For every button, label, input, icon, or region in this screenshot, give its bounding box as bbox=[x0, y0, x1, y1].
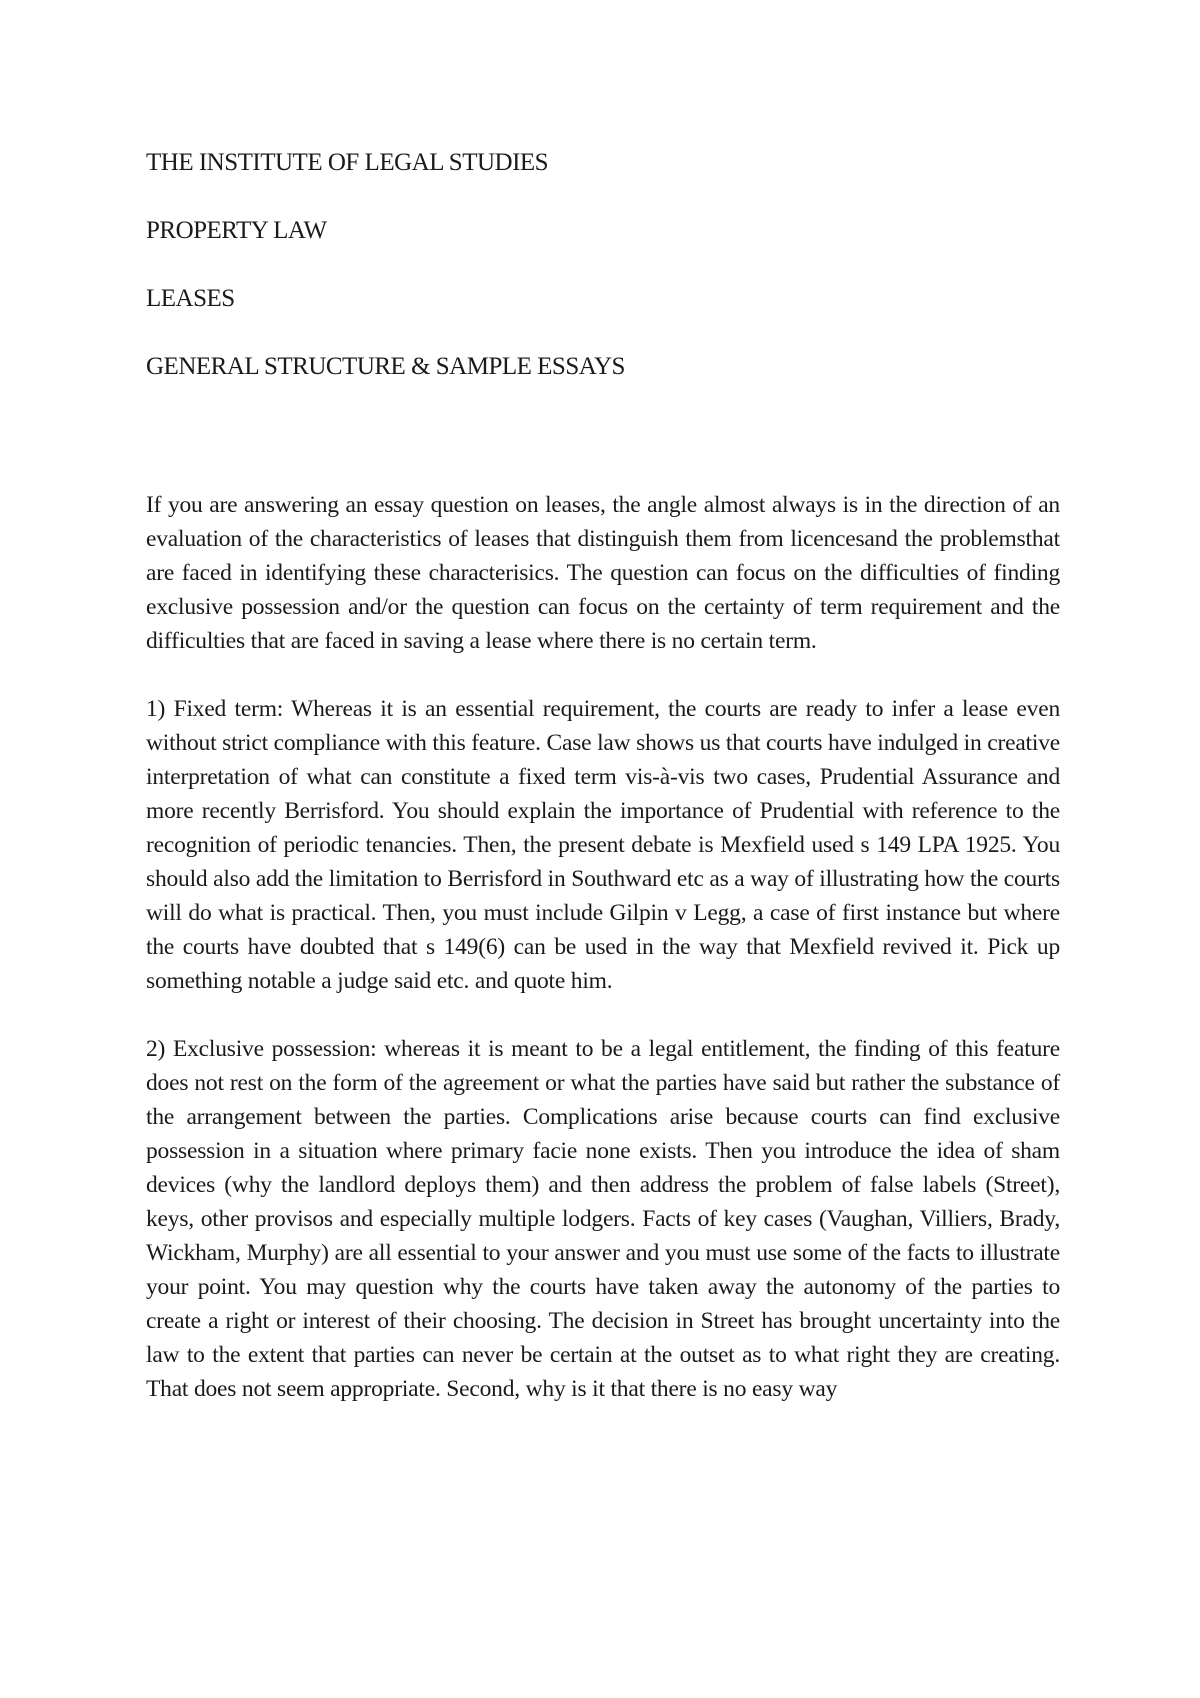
institute-heading: THE INSTITUTE OF LEGAL STUDIES bbox=[146, 149, 549, 176]
intro-paragraph: If you are answering an essay question on leases, the angle almost always is in the direction of an evaluation of the characteristics of leases that distinguish them from licencesand the problemsthat are faced in identifying these characterisics. The question can focus on the difficulties of finding exclusive possession and/or the question can focus on the certainty of term requirement and the difficulties that are faced in saving a lease where there is no certain term. bbox=[146, 492, 1060, 654]
fixed-term-paragraph: 1) Fixed term: Whereas it is an essential requirement, the courts are ready to infer a lease even without strict compliance with this feature. Case law shows us that courts have indulged in creative interpretation of what can constitute a fixed term vis-à-vis two cases, Prudential Assurance and more recently Berrisford. You should explain the importance of Prudential with reference to the recognition of periodic tenancies. Then, the present debate is Mexfield used s 149 LPA 1925. You should also add the limitation to Berrisford in Southward etc as a way of illustrating how the courts will do what is practical. Then, you must include Gilpin v Legg, a case of first instance but where the courts have doubted that s 149(6) can be used in the way that Mexfield revived it. Pick up something notable a judge said etc. and quote him. bbox=[146, 696, 1060, 994]
document-page bbox=[146, 146, 1060, 1440]
exclusive-possession-paragraph: 2) Exclusive possession: whereas it is meant to be a legal entitlement, the finding of this feature does not rest on the form of the agreement or what the parties have said but rather the substance of the arrangement between the parties. Complications arise because courts can find exclusive possession in a situation where primary facie none exists. Then you introduce the idea of sham devices (why the landlord deploys them) and then address the problem of false labels (Street), keys, other provisos and especially multiple lodgers. Facts of key cases (Vaughan, Villiers, Brady, Wickham, Murphy) are all essential to your answer and you must use some of the facts to illustrate your point. You may question why the courts have taken away the autonomy of the parties to create a right or interest of their choosing. The decision in Street has brought uncertainty into the law to the extent that parties can never be certain at the outset as to what right they are creating. That does not seem appropriate. Second, why is it that there is no easy way bbox=[146, 1036, 1060, 1402]
subject-heading: PROPERTY LAW bbox=[146, 217, 327, 244]
topic-heading: LEASES bbox=[146, 285, 235, 312]
document-headings bbox=[146, 146, 1060, 384]
section-heading: GENERAL STRUCTURE & SAMPLE ESSAYS bbox=[146, 353, 625, 380]
